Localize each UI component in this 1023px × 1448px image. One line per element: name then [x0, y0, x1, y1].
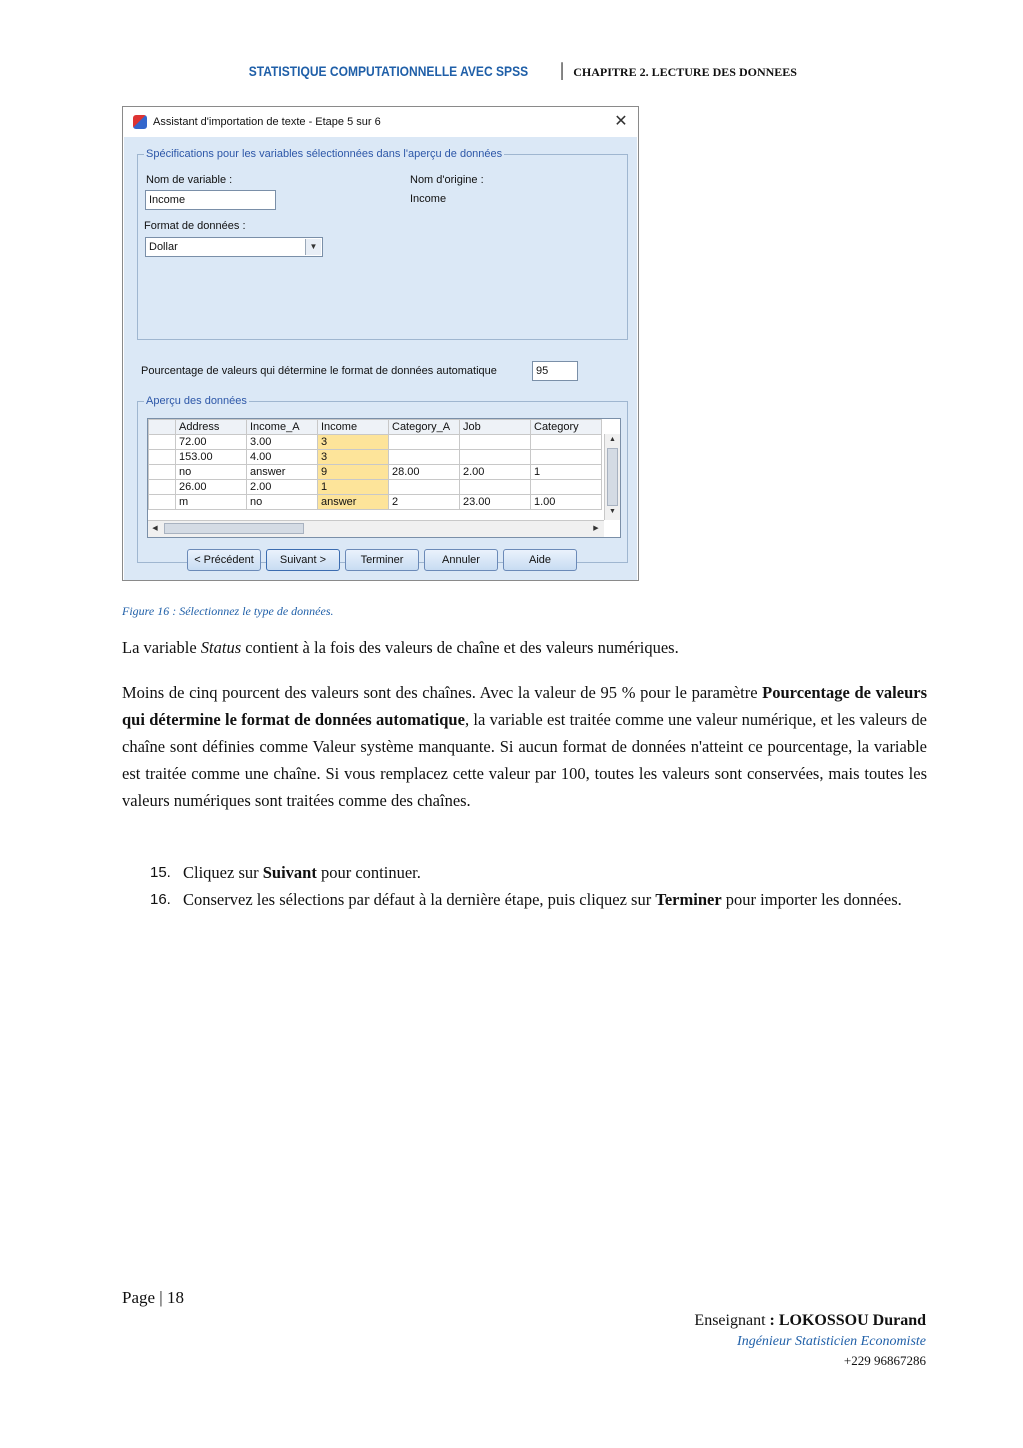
table-cell: 4.00	[247, 450, 318, 465]
table-cell	[389, 480, 460, 495]
preview-table	[148, 419, 602, 510]
horizontal-scrollbar[interactable]	[148, 520, 604, 537]
table-cell	[531, 435, 602, 450]
scroll-down-icon[interactable]: ▼	[609, 508, 616, 515]
cancel-button[interactable]: Annuler	[424, 549, 498, 571]
row-header	[149, 465, 176, 480]
preview-group	[137, 395, 628, 563]
table-cell: 3.00	[247, 435, 318, 450]
preview-grid[interactable]	[147, 418, 621, 538]
bold-text: Pourcentage de valeurs qui détermine le format de données automatique	[122, 683, 927, 729]
import-wizard-dialog	[122, 106, 639, 581]
row-header	[149, 435, 176, 450]
table-cell: 1	[531, 465, 602, 480]
table-cell: 72.00	[176, 435, 247, 450]
column-header[interactable]: Address	[176, 420, 247, 435]
table-cell-selected: 3	[318, 450, 389, 465]
preview-header-row	[149, 420, 602, 435]
row-header	[149, 450, 176, 465]
horizontal-scroll-thumb[interactable]	[164, 523, 304, 534]
format-label: Format de données :	[144, 220, 246, 232]
row-header	[149, 480, 176, 495]
format-select[interactable]	[145, 237, 323, 257]
spss-app-icon	[133, 115, 147, 129]
bold-text: Suivant	[262, 863, 317, 882]
paragraph-percent	[122, 679, 927, 814]
figure-caption: Figure 16 : Sélectionnez le type de données.	[122, 604, 334, 618]
percent-input[interactable]: 95	[532, 361, 578, 381]
table-cell	[389, 450, 460, 465]
text-span: La variable	[122, 638, 201, 657]
table-cell-selected: 9	[318, 465, 389, 480]
table-cell: answer	[247, 465, 318, 480]
table-cell: 28.00	[389, 465, 460, 480]
emphasis-text: Status	[200, 638, 242, 657]
scroll-left-icon[interactable]: ◀	[152, 525, 158, 532]
table-cell	[460, 435, 531, 450]
list-text	[183, 886, 927, 913]
page-header	[0, 60, 1023, 81]
dialog-titlebar	[123, 107, 638, 137]
teacher-name: : LOKOSSOU Durand	[769, 1312, 926, 1329]
column-header[interactable]: Category_A	[389, 420, 460, 435]
column-header[interactable]: Category	[531, 420, 602, 435]
variable-spec-group	[137, 148, 628, 340]
table-row	[149, 495, 602, 510]
teacher-label: Enseignant	[694, 1312, 766, 1329]
table-cell: 2.00	[247, 480, 318, 495]
column-header[interactable]: Income	[318, 420, 389, 435]
table-cell: 23.00	[460, 495, 531, 510]
table-row	[149, 450, 602, 465]
variable-spec-legend: Spécifications pour les variables sélectionnées dans l'aperçu de données	[146, 148, 503, 160]
table-cell: m	[176, 495, 247, 510]
dialog-title: Assistant d'importation de texte - Etape 5 sur 6	[153, 116, 381, 128]
table-cell: 153.00	[176, 450, 247, 465]
page-number: Page | 18	[122, 1288, 184, 1307]
dialog-client-area	[124, 137, 637, 580]
paragraph-status	[122, 634, 927, 661]
text-span: Cliquez sur	[183, 863, 263, 882]
teacher-role: Ingénieur Statisticien Economiste	[737, 1334, 926, 1349]
origin-name-value: Income	[410, 193, 447, 205]
text-span: Moins de cinq pourcent des valeurs sont des chaînes. Avec la valeur de 95 % pour le paramètre	[122, 683, 763, 702]
bold-text: Terminer	[655, 890, 722, 909]
table-cell	[531, 480, 602, 495]
column-header[interactable]: Job	[460, 420, 531, 435]
help-button[interactable]: Aide	[503, 549, 577, 571]
row-header-corner	[149, 420, 176, 435]
format-select-value: Dollar	[149, 241, 178, 253]
teacher-phone: +229 96867286	[843, 1353, 926, 1368]
table-cell	[531, 450, 602, 465]
table-cell: 26.00	[176, 480, 247, 495]
preview-legend: Aperçu des données	[146, 395, 247, 407]
next-button[interactable]: Suivant >	[266, 549, 340, 571]
table-row	[149, 465, 602, 480]
origin-name-label: Nom d'origine :	[410, 174, 484, 186]
chapter-title: CHAPITRE 2. LECTURE DES DONNEES	[573, 65, 797, 79]
table-cell-selected: 3	[318, 435, 389, 450]
vertical-scrollbar[interactable]	[604, 434, 620, 520]
table-cell: 2.00	[460, 465, 531, 480]
teacher-line	[694, 1312, 926, 1330]
book-title: STATISTIQUE COMPUTATIONNELLE AVEC SPSS	[248, 63, 529, 79]
table-cell	[460, 480, 531, 495]
var-name-label: Nom de variable :	[146, 174, 233, 186]
list-text	[183, 859, 927, 886]
table-cell: no	[176, 465, 247, 480]
text-span: Conservez les sélections par défaut à la dernière étape, puis cliquez sur	[183, 890, 656, 909]
text-span: , la variable est traitée comme une valeur numérique, et les valeurs de chaîne sont définies comme Valeur système manquante. Si aucun format de données n'atteint ce pourcentage, la variable est traitée comme une chaîne. Si vous remplacez cette valeur par 100, toutes les valeurs sont conservées, mais toutes les valeurs numériques sont traitées comme des chaînes.	[122, 710, 927, 810]
column-header[interactable]: Income_A	[247, 420, 318, 435]
table-cell	[389, 435, 460, 450]
table-row	[149, 435, 602, 450]
table-row	[149, 480, 602, 495]
finish-button[interactable]: Terminer	[345, 549, 419, 571]
table-cell	[460, 450, 531, 465]
text-span: pour importer les données.	[721, 890, 902, 909]
table-cell-selected: answer	[318, 495, 389, 510]
list-number: 15.	[150, 864, 171, 881]
list-number: 16.	[150, 891, 171, 908]
table-cell: no	[247, 495, 318, 510]
close-button[interactable]: ✕	[614, 113, 628, 130]
header-separator: |	[559, 60, 566, 81]
previous-button[interactable]: < Précédent	[187, 549, 261, 571]
vertical-scroll-thumb[interactable]	[607, 448, 618, 506]
text-span: contient à la fois des valeurs de chaîne et des valeurs numériques.	[241, 638, 679, 657]
row-header	[149, 495, 176, 510]
table-cell-selected: 1	[318, 480, 389, 495]
chevron-down-icon[interactable]: ▼	[305, 239, 321, 255]
scroll-right-icon[interactable]: ▶	[593, 525, 599, 532]
percent-label: Pourcentage de valeurs qui détermine le format de données automatique	[141, 365, 497, 377]
scroll-up-icon[interactable]: ▲	[609, 436, 616, 443]
table-cell: 2	[389, 495, 460, 510]
text-span: pour continuer.	[316, 863, 421, 882]
var-name-input[interactable]: Income	[145, 190, 276, 210]
table-cell: 1.00	[531, 495, 602, 510]
